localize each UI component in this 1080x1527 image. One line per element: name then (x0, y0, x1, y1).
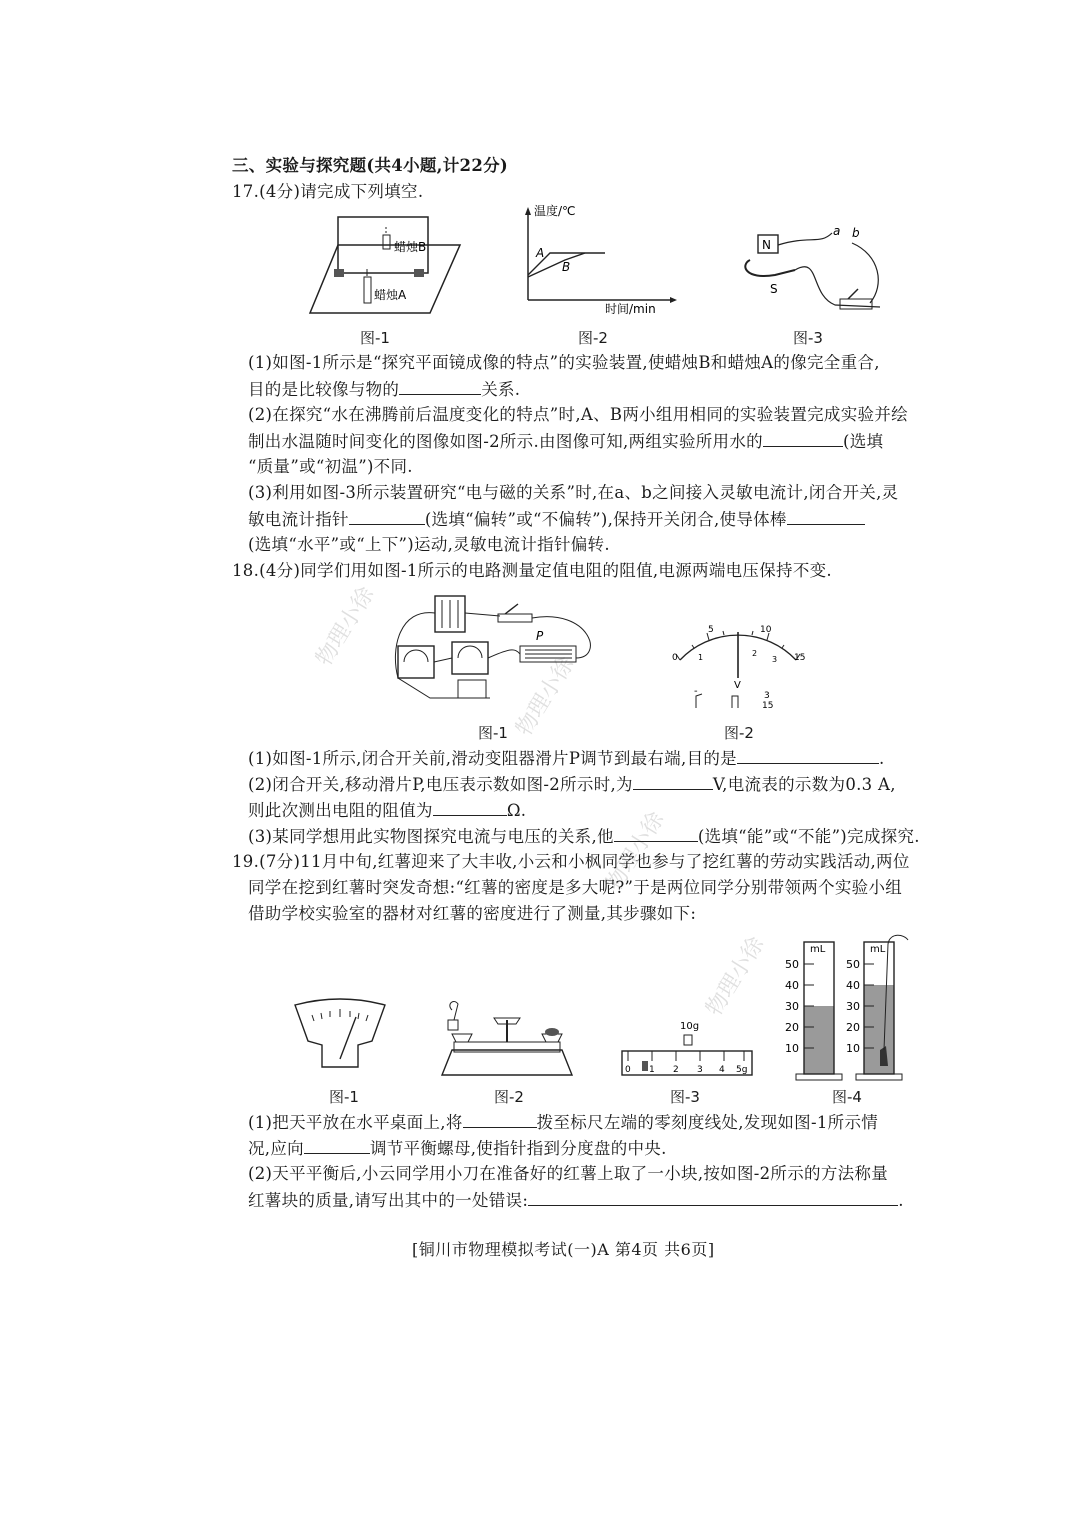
answer-blank[interactable] (349, 508, 425, 525)
answer-blank[interactable] (737, 747, 879, 764)
cylinder-scale-label: 30 (785, 1000, 799, 1013)
balance-ruler-figure (618, 1015, 756, 1079)
watermark: 物理小徐 (601, 807, 670, 896)
graph-x-axis-label: 时间/min (605, 302, 656, 316)
question-19-heading-line2: 同学在挖到红薯时突发奇想:“红薯的密度是多大呢?”于是两位同学分别带领两个实验小组 (248, 878, 903, 897)
slider-p-label: P (536, 629, 544, 643)
answer-blank[interactable] (763, 430, 843, 447)
north-pole-label: N (762, 238, 771, 252)
q17-part1-line1: (1)如图-1所示是“探究平面镜成像的特点”的实验装置,使蜡烛B和蜡烛A的像完全重合, (248, 353, 880, 372)
ruler-mark-1: 1 (649, 1065, 655, 1075)
q19-fig4-caption: 图-4 (832, 1088, 862, 1106)
q17-part2-line1: (2)在探究“水在沸腾前后温度变化的特点”时,A、B两小组用相同的实验装置完成实验并绘 (248, 405, 908, 424)
south-pole-label: S (770, 282, 778, 296)
line-a-label: A (536, 246, 545, 260)
q17-fig1-caption: 图-1 (360, 329, 390, 347)
q18-fig2-caption: 图-2 (724, 724, 754, 742)
q17-part2-line2: 制出水温随时间变化的图像如图-2所示.由图像可知,两组实验所用水的 (选填 (248, 432, 884, 451)
question-18-heading: 18.(4分)同学们用如图-1所示的电路测量定值电阻的阻值,电源两端电压保持不变. (232, 561, 832, 580)
answer-blank[interactable] (399, 378, 481, 395)
candle-b-label: 蜡烛B (394, 240, 427, 254)
q17-fig3-caption: 图-3 (793, 329, 823, 347)
weight-label: 10g (680, 1021, 700, 1032)
cylinder-scale-label: 20 (846, 1021, 860, 1034)
q17-part3-line1: (3)利用如图-3所示装置研究“电与磁的关系”时,在a、b之间接入灵敏电流计,闭合开关,灵 (248, 483, 899, 502)
answer-blank[interactable] (528, 1189, 898, 1206)
q19-part1-line2: 况,应向 调节平衡螺母,使指针指到分度盘的中央. (248, 1139, 667, 1158)
cylinder-scale-label: 40 (785, 979, 799, 992)
q17-part2-line3: “质量”或“初温”)不同. (248, 457, 413, 476)
terminal-15: 15 (762, 701, 774, 711)
terminal-a-label: a (833, 224, 841, 238)
line-b-label: B (562, 260, 571, 274)
dial-tick-5: 5 (708, 625, 714, 635)
terminal-b-label: b (852, 226, 860, 240)
watermark: 物理小徐 (311, 582, 380, 671)
voltmeter-dial (668, 618, 808, 711)
q18-part1: (1)如图-1所示,闭合开关前,滑动变阻器滑片P调节到最右端,目的是 . (248, 749, 885, 768)
q17-part1-line2: 目的是比较像与物的 关系. (248, 380, 521, 399)
graph-y-axis-label: 温度/℃ (534, 204, 576, 218)
section-title: 三、实验与探究题(共4小题,计22分) (232, 156, 509, 175)
water-level-left (804, 1006, 834, 1074)
answer-blank[interactable] (614, 825, 698, 842)
cylinder-scale-label: 50 (846, 958, 860, 971)
question-17-heading: 17.(4分)请完成下列填空. (232, 182, 424, 201)
cylinder-unit-left: mL (810, 944, 826, 955)
dial-small-tick-3: 3 (772, 655, 778, 664)
ruler-mark-0: 0 (625, 1065, 631, 1075)
dial-tick-15: 15 (794, 653, 806, 663)
page-footer: [铜川市物理模拟考试(一)A 第4页 共6页] (412, 1240, 715, 1259)
answer-blank[interactable] (463, 1111, 537, 1128)
watermark: 物理小徐 (701, 932, 770, 1021)
cylinder-scale-label: 30 (846, 1000, 860, 1013)
q18-part2-line1: (2)闭合开关,移动滑片P,电压表示数如图-2所示时,为 V,电流表的示数为0.3 A, (248, 775, 896, 794)
answer-blank[interactable] (433, 799, 507, 816)
cylinder-unit-right: mL (870, 944, 886, 955)
terminal-3: 3 (764, 691, 770, 701)
q17-part3-line2: 敏电流计指针 (选填“偏转”或“不偏转”),保持开关闭合,使导体棒 (248, 508, 865, 531)
answer-blank[interactable] (787, 508, 865, 525)
balance-pointer-dial (290, 995, 390, 1075)
ruler-mark-2: 2 (673, 1065, 679, 1075)
voltmeter-unit: V (734, 680, 741, 691)
dial-small-tick-2: 2 (752, 649, 758, 658)
candle-a-label: 蜡烛A (374, 288, 407, 302)
dial-small-tick-1: 1 (698, 653, 704, 662)
balance-scale-figure (432, 990, 582, 1080)
water-level-right (864, 985, 894, 1074)
q17-part3-line3: (选填“水平”或“上下”)运动,灵敏电流计指针偏转. (248, 535, 610, 554)
mirror-experiment-figure (310, 205, 460, 325)
q18-part2-line2: 则此次测出电阻的阻值为 Ω. (248, 801, 527, 820)
electromagnetism-figure (740, 225, 890, 320)
temperature-time-graph (510, 205, 680, 320)
graduated-cylinders-figure (780, 930, 930, 1082)
q18-part3: (3)某同学想用此实物图探究电流与电压的关系,他 (选填“能”或“不能”)完成探究. (248, 827, 920, 846)
q18-fig1-caption: 图-1 (478, 724, 508, 742)
cylinder-scale-label: 50 (785, 958, 799, 971)
dial-tick-10: 10 (760, 625, 772, 635)
cylinder-scale-label: 10 (785, 1042, 799, 1055)
question-19-heading: 19.(7分)11月中旬,红薯迎来了大丰收,小云和小枫同学也参与了挖红薯的劳动实践活动,两位 (232, 852, 910, 871)
q17-fig2-caption: 图-2 (578, 329, 608, 347)
cylinder-scale-label: 20 (785, 1021, 799, 1034)
q19-part2-line1: (2)天平平衡后,小云同学用小刀在准备好的红薯上取了一小块,按如图-2所示的方法称量 (248, 1164, 889, 1183)
q19-fig1-caption: 图-1 (329, 1088, 359, 1106)
cylinder-scale-label: 10 (846, 1042, 860, 1055)
q19-part1-line1: (1)把天平放在水平桌面上,将 拨至标尺左端的零刻度线处,发现如图-1所示情 (248, 1113, 879, 1132)
answer-blank[interactable] (633, 773, 713, 790)
question-19-heading-line3: 借助学校实验室的器材对红薯的密度进行了测量,其步骤如下: (248, 904, 697, 923)
q19-fig2-caption: 图-2 (494, 1088, 524, 1106)
cylinder-scale-label: 40 (846, 979, 860, 992)
q19-part2-line2: 红薯块的质量,请写出其中的一处错误: . (248, 1191, 904, 1210)
q19-fig3-caption: 图-3 (670, 1088, 700, 1106)
ruler-mark-4: 4 (719, 1065, 725, 1075)
answer-blank[interactable] (304, 1137, 370, 1154)
dial-tick-0: 0 (672, 653, 678, 663)
watermark: 物理小徐 (511, 652, 580, 741)
ruler-mark-3: 3 (697, 1065, 703, 1075)
terminal-negative: - (694, 686, 698, 697)
circuit-figure (390, 588, 600, 708)
ruler-mark-5: 5g (736, 1065, 748, 1075)
